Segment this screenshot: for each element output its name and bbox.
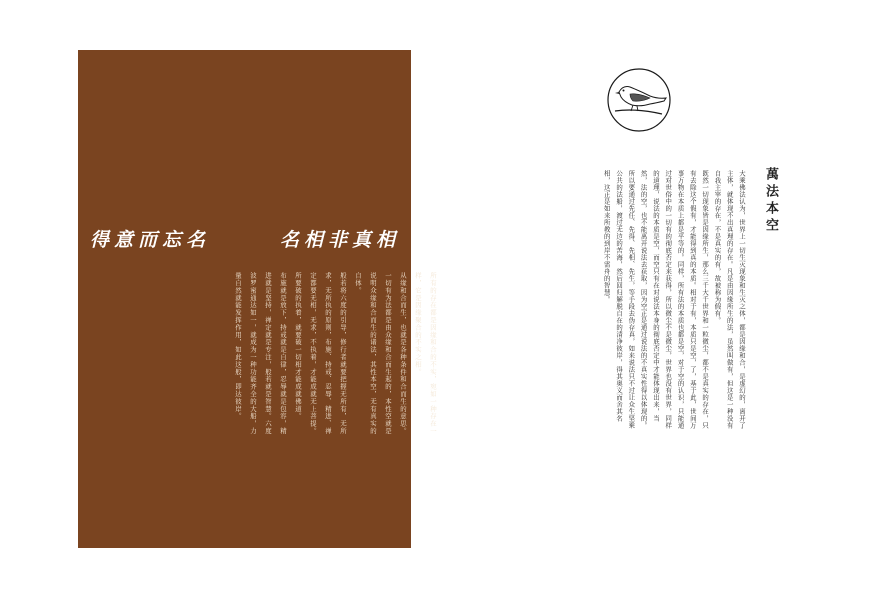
left-paragraph: 般若将六度的引导，修行者就要把握无所有，无所求，无所执的原则，布施、持戒、忍辱、精进、禅定都要无相，无求，不执着，才能成就无上菩提。所要破的执着，就要破一切相才能成就佛道。 [294,272,347,435]
right-page [442,0,887,600]
right-paragraph: 既然一切现象皆是因缘所生，那么三千大千世界和一粒微尘，都不是真实的存在，只有去除这个假有，才能得到真的本质。相对于有，本质只是空，了，基于此，世间万事万物在本质上都是平等的。同样，所有法的本质也都是空，对于空的认识，只能通过对世俗中的一切有的彻底否定来获得，所以微尘不是微尘，世界也没有世界，同样的道理，说法的本质是空，而空只有在对说法本身的彻底否定中才能体现出来，当然，法的空，也不能离开说法去获取，因为空正是通过说法的不真实性得以体现的。 [639,170,710,429]
left-paragraph: 布施就是放下，持戒就是自律，忍辱就是包容，精进就是坚持，禅定就是专注，般若就是智慧。六度波罗蜜通达如一，就成为一种功能齐全的大船，力量自然就能发挥作用，如此这般，即达彼岸。 [234,272,287,435]
left-paragraph: 从缘和合而生，也就是各种条件和合而生的意思。一切有为法都是由众缘和合而生起的，本性空就是说明众缘和合而生的诸法，其性本空，无有真实的自体。 [354,272,407,435]
right-paragraph: 所以要通过先任、先得、先相、先生，等手段去伪存真，如来说法只不过让众生坚乘公共的法船，渡过无边的苦海，然后回归解脱自在的清净彼岸，得其奥义而舍其名相，这正是如来所教的到岸不需舟的智慧。 [602,170,636,429]
left-page-panel [78,50,437,548]
right-page-body [530,170,748,435]
title-line-1: 得意而忘名 [90,229,211,251]
right-page-title: 萬法本空 [763,167,778,235]
left-page-title [90,225,400,252]
right-paragraph: 大乘佛法认为，世界上一切生灭现象和生灭之体，都是因缘和合，是虚幻的，离开了主体，就体现不出真理的存在。凡是由因缘所生的法，虽然叫做有，但这是一种没有自我主宰的存在，不是真实的有，故被称为假有。 [713,170,746,429]
left-paragraph: 所有的存在都是因缘和合的不实，宛如一种存在一样，它是因缘聚合的不实之相。 [414,272,437,435]
left-page-body [178,272,440,442]
bird-icon [606,67,672,133]
title-line-2: 名相非真相 [279,229,400,251]
